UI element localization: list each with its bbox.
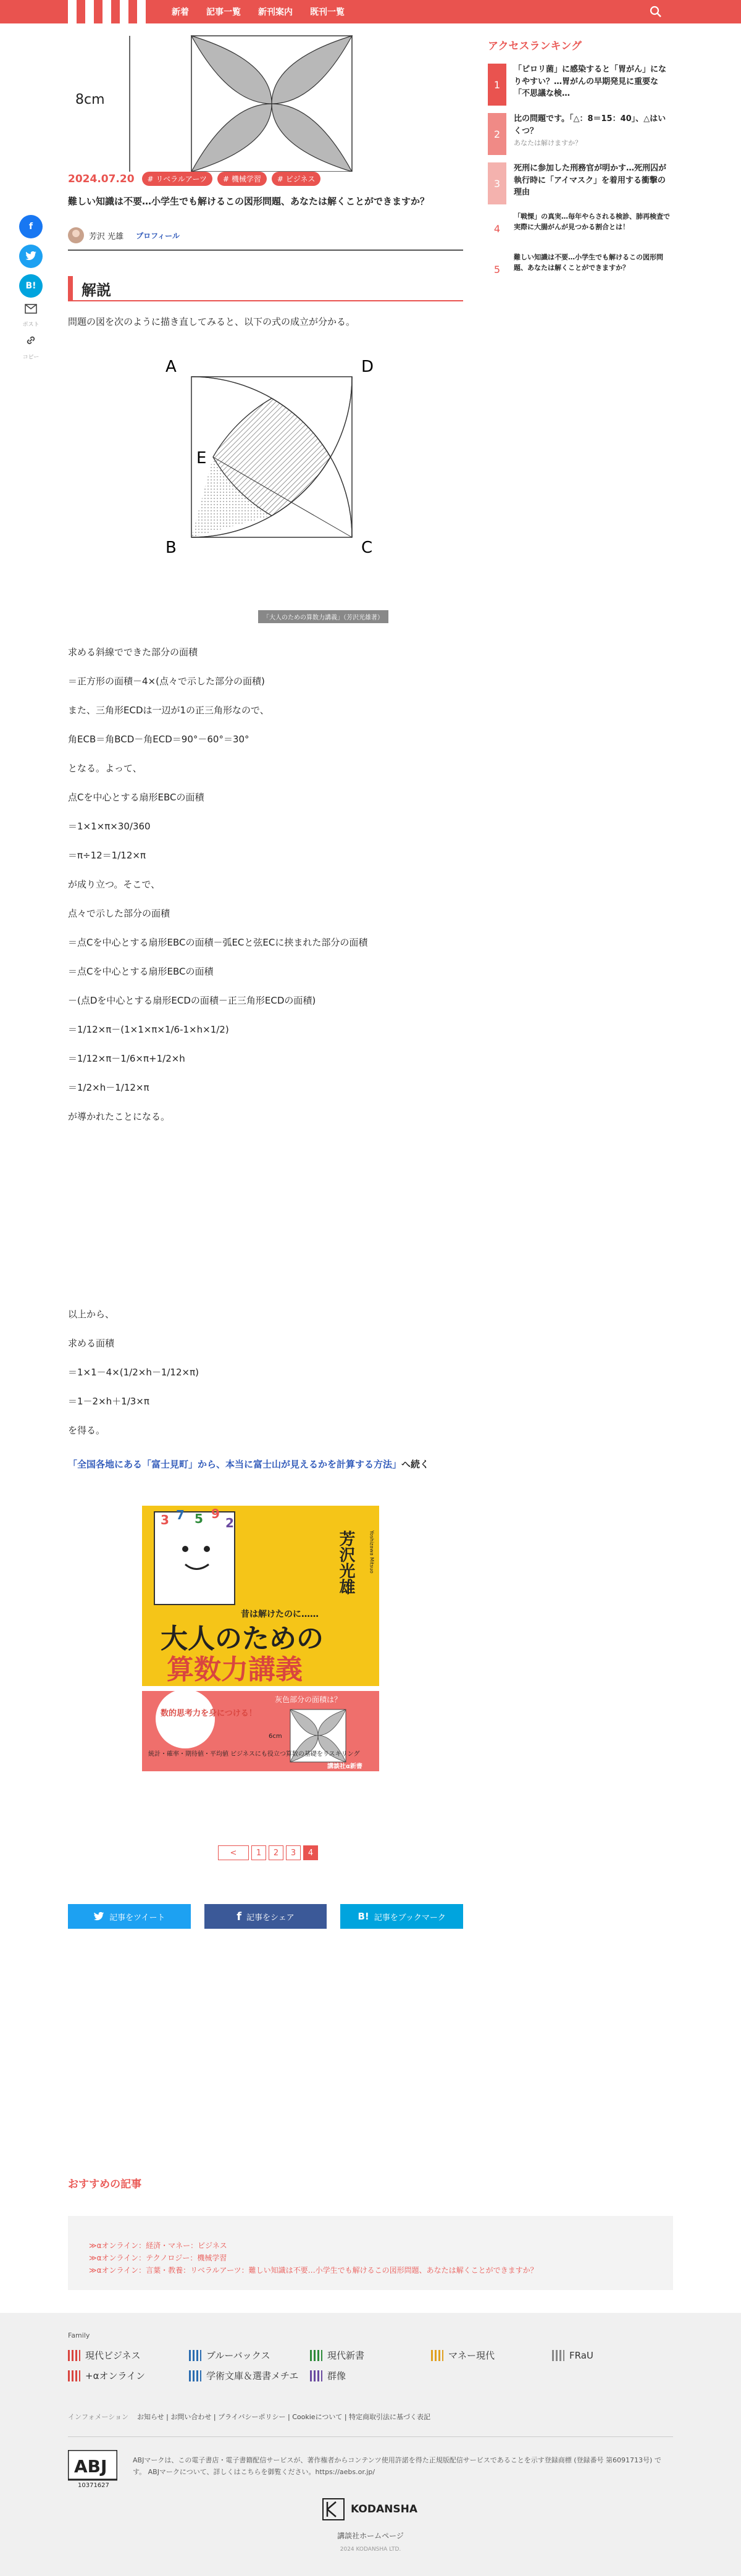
pagination <box>218 1845 318 1860</box>
article-main <box>68 23 463 1923</box>
body-line: を得る。 <box>68 1425 106 1436</box>
body-line: ＝1－2×h＋1/3×π <box>68 1396 149 1407</box>
abj-description: ABJマークは、この電子書店・電子書籍配信サービスが、著作権者からコンテンツ使用許諾を得た正規版配信サービスであることを示す登録商標 (登録番号 第6091713号) です。 ABJマークについて、詳しくはこちらを御覧ください。https://aebs.or.jp/ <box>133 2456 661 2476</box>
body-line: －(点Dを中心とする扇形ECDの面積－正三角形ECDの面積) <box>68 995 316 1006</box>
continue-note: 「全国各地にある「富士見町」から、本当に富士山が見えるかを計算する方法」へ続く <box>68 1459 430 1470</box>
nav-articles[interactable]: 記事一覧 <box>206 7 241 17</box>
nav-new[interactable]: 新着 <box>172 7 189 17</box>
family-link[interactable]: マネー現代 <box>431 2349 552 2362</box>
book-title-1: 大人のための <box>161 1623 324 1655</box>
ranking-item[interactable]: 3 死刑に参加した刑務官が明かす…死刑囚が執行時に「アイマスク」を着用する衝撃の理由 <box>488 162 673 204</box>
family-link[interactable]: ブルーバックス <box>189 2349 310 2362</box>
family-link[interactable]: 群像 <box>310 2369 431 2382</box>
breadcrumb-link[interactable]: ≫αオンライン：テクノロジー：機械学習 <box>89 2254 227 2262</box>
ranking-item[interactable]: 5 難しい知識は不要…小学生でも解けるこの図形問題、あなたは解くことができますか？ <box>493 253 663 275</box>
ranking-item[interactable]: 2 比の問題です。「△：8＝15：40」、△はいくつ？ あなたは解けますか？ <box>488 113 673 155</box>
ranking-sidebar <box>488 37 673 293</box>
body-line: また、三角形ECDは一辺が1の正三角形なので、 <box>68 705 269 716</box>
ranking-title: アクセスランキング <box>488 40 582 52</box>
label-e: E <box>196 449 207 468</box>
book-publisher: 講談社α新書 <box>327 1763 362 1770</box>
body-line: が導かれたことになる。 <box>68 1111 170 1122</box>
tag-business[interactable]: # ビジネス <box>272 172 321 186</box>
hatena-bookmark-icon[interactable]: B! <box>19 274 43 298</box>
body-line: ＝1×1×π×30/360 <box>68 821 151 832</box>
body-line: ＝1/2×h－1/12×π <box>68 1082 149 1093</box>
figure-caption: 「大人のための算数力講義」（芳沢光雄著） <box>258 610 388 623</box>
book-author: 芳沢光雄 <box>337 1530 355 1595</box>
book-author-roman: Yoshizawa Mitsuo <box>369 1530 375 1574</box>
svg-text:9: 9 <box>211 1506 220 1521</box>
book-title-2: 算数力講義 <box>167 1654 303 1685</box>
article-conclusion <box>68 1308 463 1453</box>
breadcrumb-link[interactable]: ≫αオンライン：言葉・教養：リベラルアーツ：難しい知識は不要…小学生でも解けるこの図形問題、あなたは解くことができますか？ <box>89 2266 538 2275</box>
page-1[interactable]: 1 <box>251 1845 266 1860</box>
nav-new-books[interactable]: 新刊案内 <box>258 7 293 17</box>
kodansha-mark-icon <box>322 2498 345 2520</box>
article-title: 難しい知識は不要…小学生でも解けるこの図形問題、あなたは解くことができますか？ <box>68 196 430 207</box>
label-d: D <box>361 358 374 376</box>
hatena-bookmark-button[interactable]: B! 記事をブックマーク <box>340 1904 463 1929</box>
family-link[interactable]: 現代ビジネス <box>68 2349 189 2362</box>
body-line: ＝π÷12＝1/12×π <box>68 850 146 861</box>
facebook-icon: f <box>237 1910 242 1923</box>
body-line: ＝1×1－4×(1/2×h－1/12×π) <box>68 1367 199 1378</box>
body-line: 点Cを中心とする扇形EBCの面積 <box>68 792 204 803</box>
abj-logo <box>68 2450 117 2488</box>
book-small-label: 6cm <box>269 1733 282 1740</box>
family-link[interactable]: +αオンライン <box>68 2369 189 2382</box>
family-title: Family <box>68 2331 90 2339</box>
body-line: 以上から、 <box>68 1309 115 1320</box>
section-heading: 解説 <box>68 277 463 301</box>
abj-mark: ABJ <box>74 2456 107 2477</box>
publish-date: 2024.07.20 <box>68 172 135 185</box>
main-nav <box>172 0 345 23</box>
facebook-share-button[interactable]: f 記事をシェア <box>204 1904 327 1929</box>
family-link[interactable]: 現代新書 <box>310 2349 431 2362</box>
body-line: ＝1/12×π－1/6×π+1/2×h <box>68 1053 185 1064</box>
hatena-bookmark-icon: B! <box>358 1911 369 1922</box>
mail-icon[interactable] <box>25 304 37 314</box>
top-bar <box>0 0 741 23</box>
site-footer <box>0 2313 741 2576</box>
nav-backlist[interactable]: 既刊一覧 <box>310 7 345 17</box>
article-body <box>68 646 463 1139</box>
side-length-label: 8cm <box>75 92 105 107</box>
copy-label: コピー <box>22 355 40 361</box>
book-gray-question: 灰色部分の面積は？ <box>275 1695 342 1704</box>
link-icon[interactable] <box>25 334 37 346</box>
body-line: が成り立つ。そこで、 <box>68 879 161 890</box>
abj-code: 10371627 <box>78 2482 109 2488</box>
family-link[interactable]: 学術文庫＆選書メチエ <box>189 2369 310 2382</box>
book-footer-text: 統計・確率・期待値・平均値 ビジネスにも役立つ算数の基礎をリスキリング <box>148 1751 360 1758</box>
label-a: A <box>165 358 177 376</box>
article-meta <box>68 172 320 186</box>
page-4[interactable]: 4 <box>303 1845 318 1860</box>
page-2[interactable]: 2 <box>269 1845 283 1860</box>
recommended-title: おすすめの記事 <box>68 2178 142 2191</box>
copyright: 2024 KODANSHA LTD. <box>340 2546 401 2553</box>
author-avatar <box>68 227 84 243</box>
svg-text:5: 5 <box>195 1511 203 1526</box>
author-block <box>68 227 180 243</box>
info-link-list[interactable]: お知らせ | お問い合わせ | プライバシーポリシー | Cookieについて | 特定商取引法に基づく表記 <box>137 2413 431 2421</box>
body-line: 点々で示した部分の面積 <box>68 908 170 919</box>
tag-liberal-arts[interactable]: # リベラルアーツ <box>142 172 212 186</box>
recommended-box <box>68 2216 673 2290</box>
svg-text:2: 2 <box>225 1516 234 1530</box>
post-label: ポスト <box>22 322 40 328</box>
next-article-link[interactable]: 「全国各地にある「富士見町」から、本当に富士山が見えるかを計算する方法」 <box>68 1459 402 1470</box>
logo-stripes[interactable] <box>68 0 154 23</box>
solution-diagram <box>148 346 383 574</box>
author-name: 芳沢 光雄 <box>89 232 124 241</box>
ranking-item[interactable]: 4 「戦慄」の真実…毎年やらされる検診、肺再検査で実際に大腸がんが見つかる割合とは！ <box>493 212 670 235</box>
book-tagline: 昔は解けたのに…… <box>241 1609 319 1619</box>
ranking-item[interactable]: 1 「ピロリ菌」に感染すると「胃がん」になりやすい？…胃がんの早期発見に重要な「不思議な検… <box>488 64 673 106</box>
family-sites <box>68 2349 673 2382</box>
kodansha-home-link[interactable]: 講談社ホームページ <box>337 2532 404 2540</box>
title-divider <box>68 250 463 251</box>
body-line: 求める面積 <box>68 1338 115 1349</box>
svg-text:3: 3 <box>161 1512 169 1527</box>
breadcrumb-link[interactable]: ≫αオンライン：経済・マネー：ビジネス <box>89 2241 227 2250</box>
svg-text:7: 7 <box>176 1508 185 1522</box>
info-links: インフォメーション お知らせ | お問い合わせ | プライバシーポリシー | Cookieについて | 特定商取引法に基づく表記 <box>68 2413 431 2421</box>
book-badge: 数的思考力を身につける！ <box>161 1709 257 1718</box>
book-cover[interactable] <box>142 1506 379 1771</box>
share-buttons <box>68 1904 463 1929</box>
body-line: ＝1/12×π－(1×1×π×1/6-1×h×1/2) <box>68 1024 229 1035</box>
body-line: ＝点Cを中心とする扇形EBCの面積－弧ECと弦ECに挟まれた部分の面積 <box>68 937 368 948</box>
profile-link[interactable]: プロフィール <box>136 231 180 240</box>
tag-machine-learning[interactable]: # 機械学習 <box>217 172 267 186</box>
body-line: ＝正方形の面積－4×(点々で示した部分の面積) <box>68 676 265 687</box>
tweet-button[interactable]: 記事をツイート <box>68 1904 191 1929</box>
twitter-icon <box>93 1912 104 1921</box>
intro-text: 問題の図を次のように描き直してみると、以下の式の成立が分かる。 <box>68 316 356 327</box>
kodansha-logo[interactable]: KODANSHA <box>322 2498 417 2520</box>
floating-share <box>19 215 43 361</box>
body-line: となる。よって、 <box>68 763 142 774</box>
body-line: 求める斜線でできた部分の面積 <box>68 647 198 658</box>
search-icon[interactable] <box>650 6 662 18</box>
family-link[interactable]: FRaU <box>552 2349 673 2362</box>
twitter-icon[interactable] <box>19 245 43 268</box>
facebook-icon[interactable]: f <box>19 215 43 238</box>
problem-figure <box>68 23 463 172</box>
label-c: C <box>361 539 373 557</box>
label-b: B <box>165 539 177 557</box>
body-line: ＝点Cを中心とする扇形EBCの面積 <box>68 966 214 977</box>
body-line: 角ECB＝角BCD－角ECD＝90°－60°＝30° <box>68 734 249 745</box>
page-3[interactable]: 3 <box>286 1845 301 1860</box>
prev-page-button[interactable]: < <box>218 1845 249 1860</box>
